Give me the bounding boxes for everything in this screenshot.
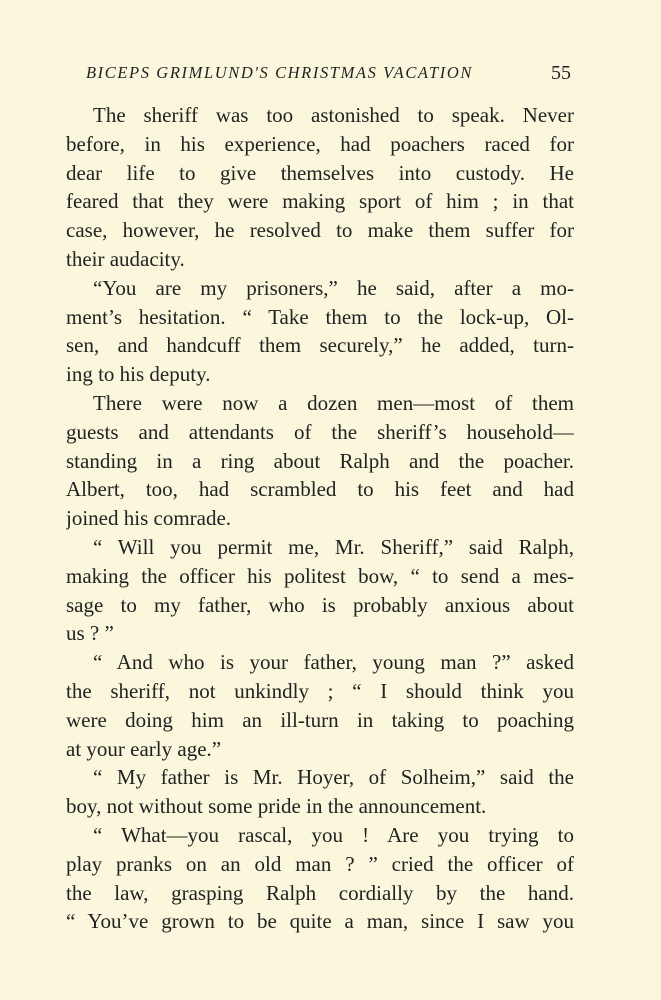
body-text (66, 101, 574, 936)
book-page (66, 60, 574, 936)
text-line: dear life to give themselves into custody. He (66, 160, 574, 185)
text-line: us ? ” (66, 621, 114, 646)
text-line: “ And who is your father, young man ?” asked (93, 650, 574, 675)
text-line: case, however, he resolved to make them suffer for (66, 218, 574, 243)
text-line: feared that they were making sport of him ; in that (66, 189, 574, 214)
text-line: boy, not without some pride in the announcement. (66, 794, 487, 819)
text-line: their audacity. (66, 246, 185, 271)
text-line: “ My father is Mr. Hoyer, of Solheim,” said the (93, 765, 574, 790)
text-line: the sheriff, not unkindly ; “ I should think you (66, 678, 574, 703)
text-line: sen, and handcuff them securely,” he added, turn- (66, 333, 574, 358)
running-head (66, 60, 574, 90)
text-line: were doing him an ill-turn in taking to poaching (66, 707, 574, 732)
text-line: There were now a dozen men—most of them (93, 390, 574, 415)
text-line: before, in his experience, had poachers raced for (66, 131, 574, 156)
text-line: “ You’ve grown to be quite a man, since I saw you (66, 909, 574, 934)
text-line: “ What—you rascal, you ! Are you trying to (93, 822, 574, 847)
text-line: joined his comrade. (66, 506, 232, 531)
text-line: guests and attendants of the sheriff’s household— (66, 419, 574, 444)
page-number: 55 (551, 62, 571, 84)
text-line: Albert, too, had scrambled to his feet and had (66, 477, 574, 502)
text-line: the law, grasping Ralph cordially by the hand. (66, 880, 574, 905)
text-line: ing to his deputy. (66, 362, 211, 387)
text-line: “You are my prisoners,” he said, after a mo- (93, 275, 574, 300)
text-line: play pranks on an old man ? ” cried the officer of (66, 851, 574, 876)
text-line: “ Will you permit me, Mr. Sheriff,” said Ralph, (93, 534, 574, 559)
text-line: at your early age.” (66, 736, 222, 761)
text-line: sage to my father, who is probably anxious about (66, 592, 574, 617)
text-line: The sheriff was too astonished to speak. Never (93, 103, 574, 127)
text-line: making the officer his politest bow, “ to send a mes- (66, 563, 574, 588)
text-line: ment’s hesitation. “ Take them to the lock-up, Ol- (66, 304, 574, 329)
running-title: BICEPS GRIMLUND'S CHRISTMAS VACATION (86, 63, 473, 82)
text-line: standing in a ring about Ralph and the poacher. (66, 448, 574, 473)
